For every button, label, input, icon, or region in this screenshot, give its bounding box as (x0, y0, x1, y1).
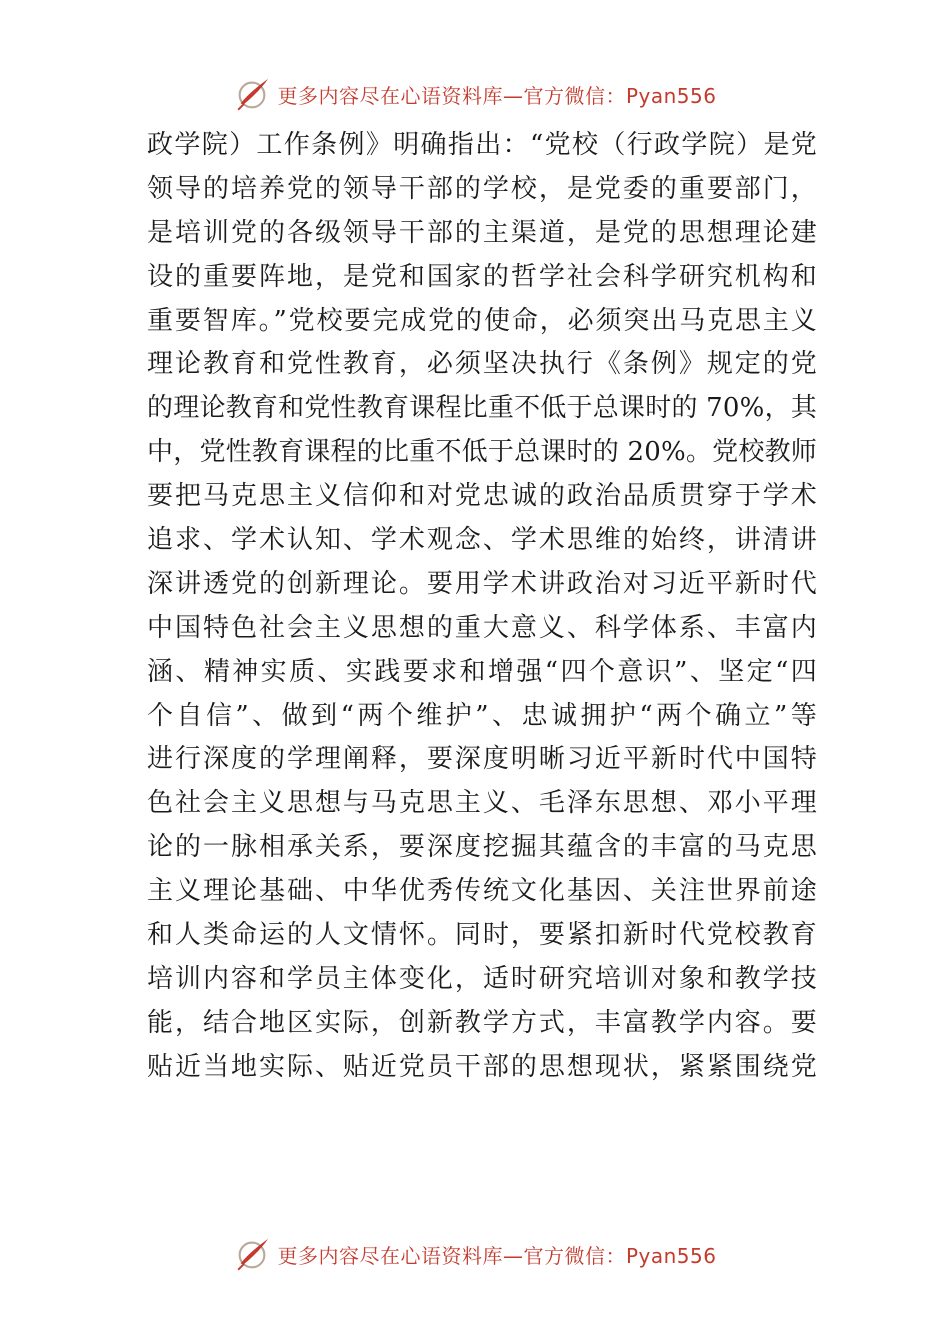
text-line: 进行深度的学理阐释，要深度明晰习近平新时代中国特 (147, 744, 817, 775)
watermark-text: 更多内容尽在心语资料库—官方微信：Pyan556 (277, 1243, 717, 1268)
watermark-text: 更多内容尽在心语资料库—官方微信：Pyan556 (277, 83, 717, 108)
text-line: 领导的培养党的领导干部的学校，是党委的重要部门， (147, 173, 817, 204)
text-line: 要把马克思主义信仰和对党忠诚的政治品质贯穿于学术 (147, 481, 817, 512)
text-line: 能，结合地区实际，创新教学方式，丰富教学内容。要 (147, 1007, 817, 1038)
text-line: 理论教育和党性教育，必须坚决执行《条例》规定的党 (147, 349, 817, 380)
header-watermark (0, 72, 950, 116)
text-line: 重要智库。”党校要完成党的使命，必须突出马克思主义 (147, 305, 817, 336)
quill-logo-icon (233, 75, 271, 113)
document-body (147, 124, 817, 1090)
text-line: 是培训党的各级领导干部的主渠道，是党的思想理论建 (147, 217, 817, 248)
footer-watermark (0, 1232, 950, 1276)
text-line: 个自信”、做到“两个维护”、忠诚拥护“两个确立”等 (147, 700, 817, 731)
text-line: 追求、学术认知、学术观念、学术思维的始终，讲清讲 (147, 525, 817, 556)
text-line: 培训内容和学员主体变化，适时研究培训对象和教学技 (147, 963, 817, 994)
text-line: 中国特色社会主义思想的重大意义、科学体系、丰富内 (147, 612, 817, 643)
text-line: 贴近当地实际、贴近党员干部的思想现状，紧紧围绕党 (147, 1051, 817, 1082)
text-line: 的理论教育和党性教育课程比重不低于总课时的 70%，其 (147, 393, 817, 424)
text-line: 涵、精神实质、实践要求和增强“四个意识”、坚定“四 (147, 656, 817, 687)
quill-logo-icon (233, 1235, 271, 1273)
text-line: 主义理论基础、中华优秀传统文化基因、关注世界前途 (147, 876, 817, 907)
text-line: 中，党性教育课程的比重不低于总课时的 20%。党校教师 (147, 437, 817, 468)
text-line: 和人类命运的人文情怀。同时，要紧扣新时代党校教育 (147, 920, 817, 951)
text-line: 政学院）工作条例》明确指出：“党校（行政学院）是党 (147, 130, 817, 160)
text-line: 色社会主义思想与马克思主义、毛泽东思想、邓小平理 (147, 788, 817, 819)
text-line: 论的一脉相承关系，要深度挖掘其蕴含的丰富的马克思 (147, 832, 817, 863)
text-line: 深讲透党的创新理论。要用学术讲政治对习近平新时代 (147, 568, 817, 599)
text-line: 设的重要阵地，是党和国家的哲学社会科学研究机构和 (147, 261, 817, 292)
